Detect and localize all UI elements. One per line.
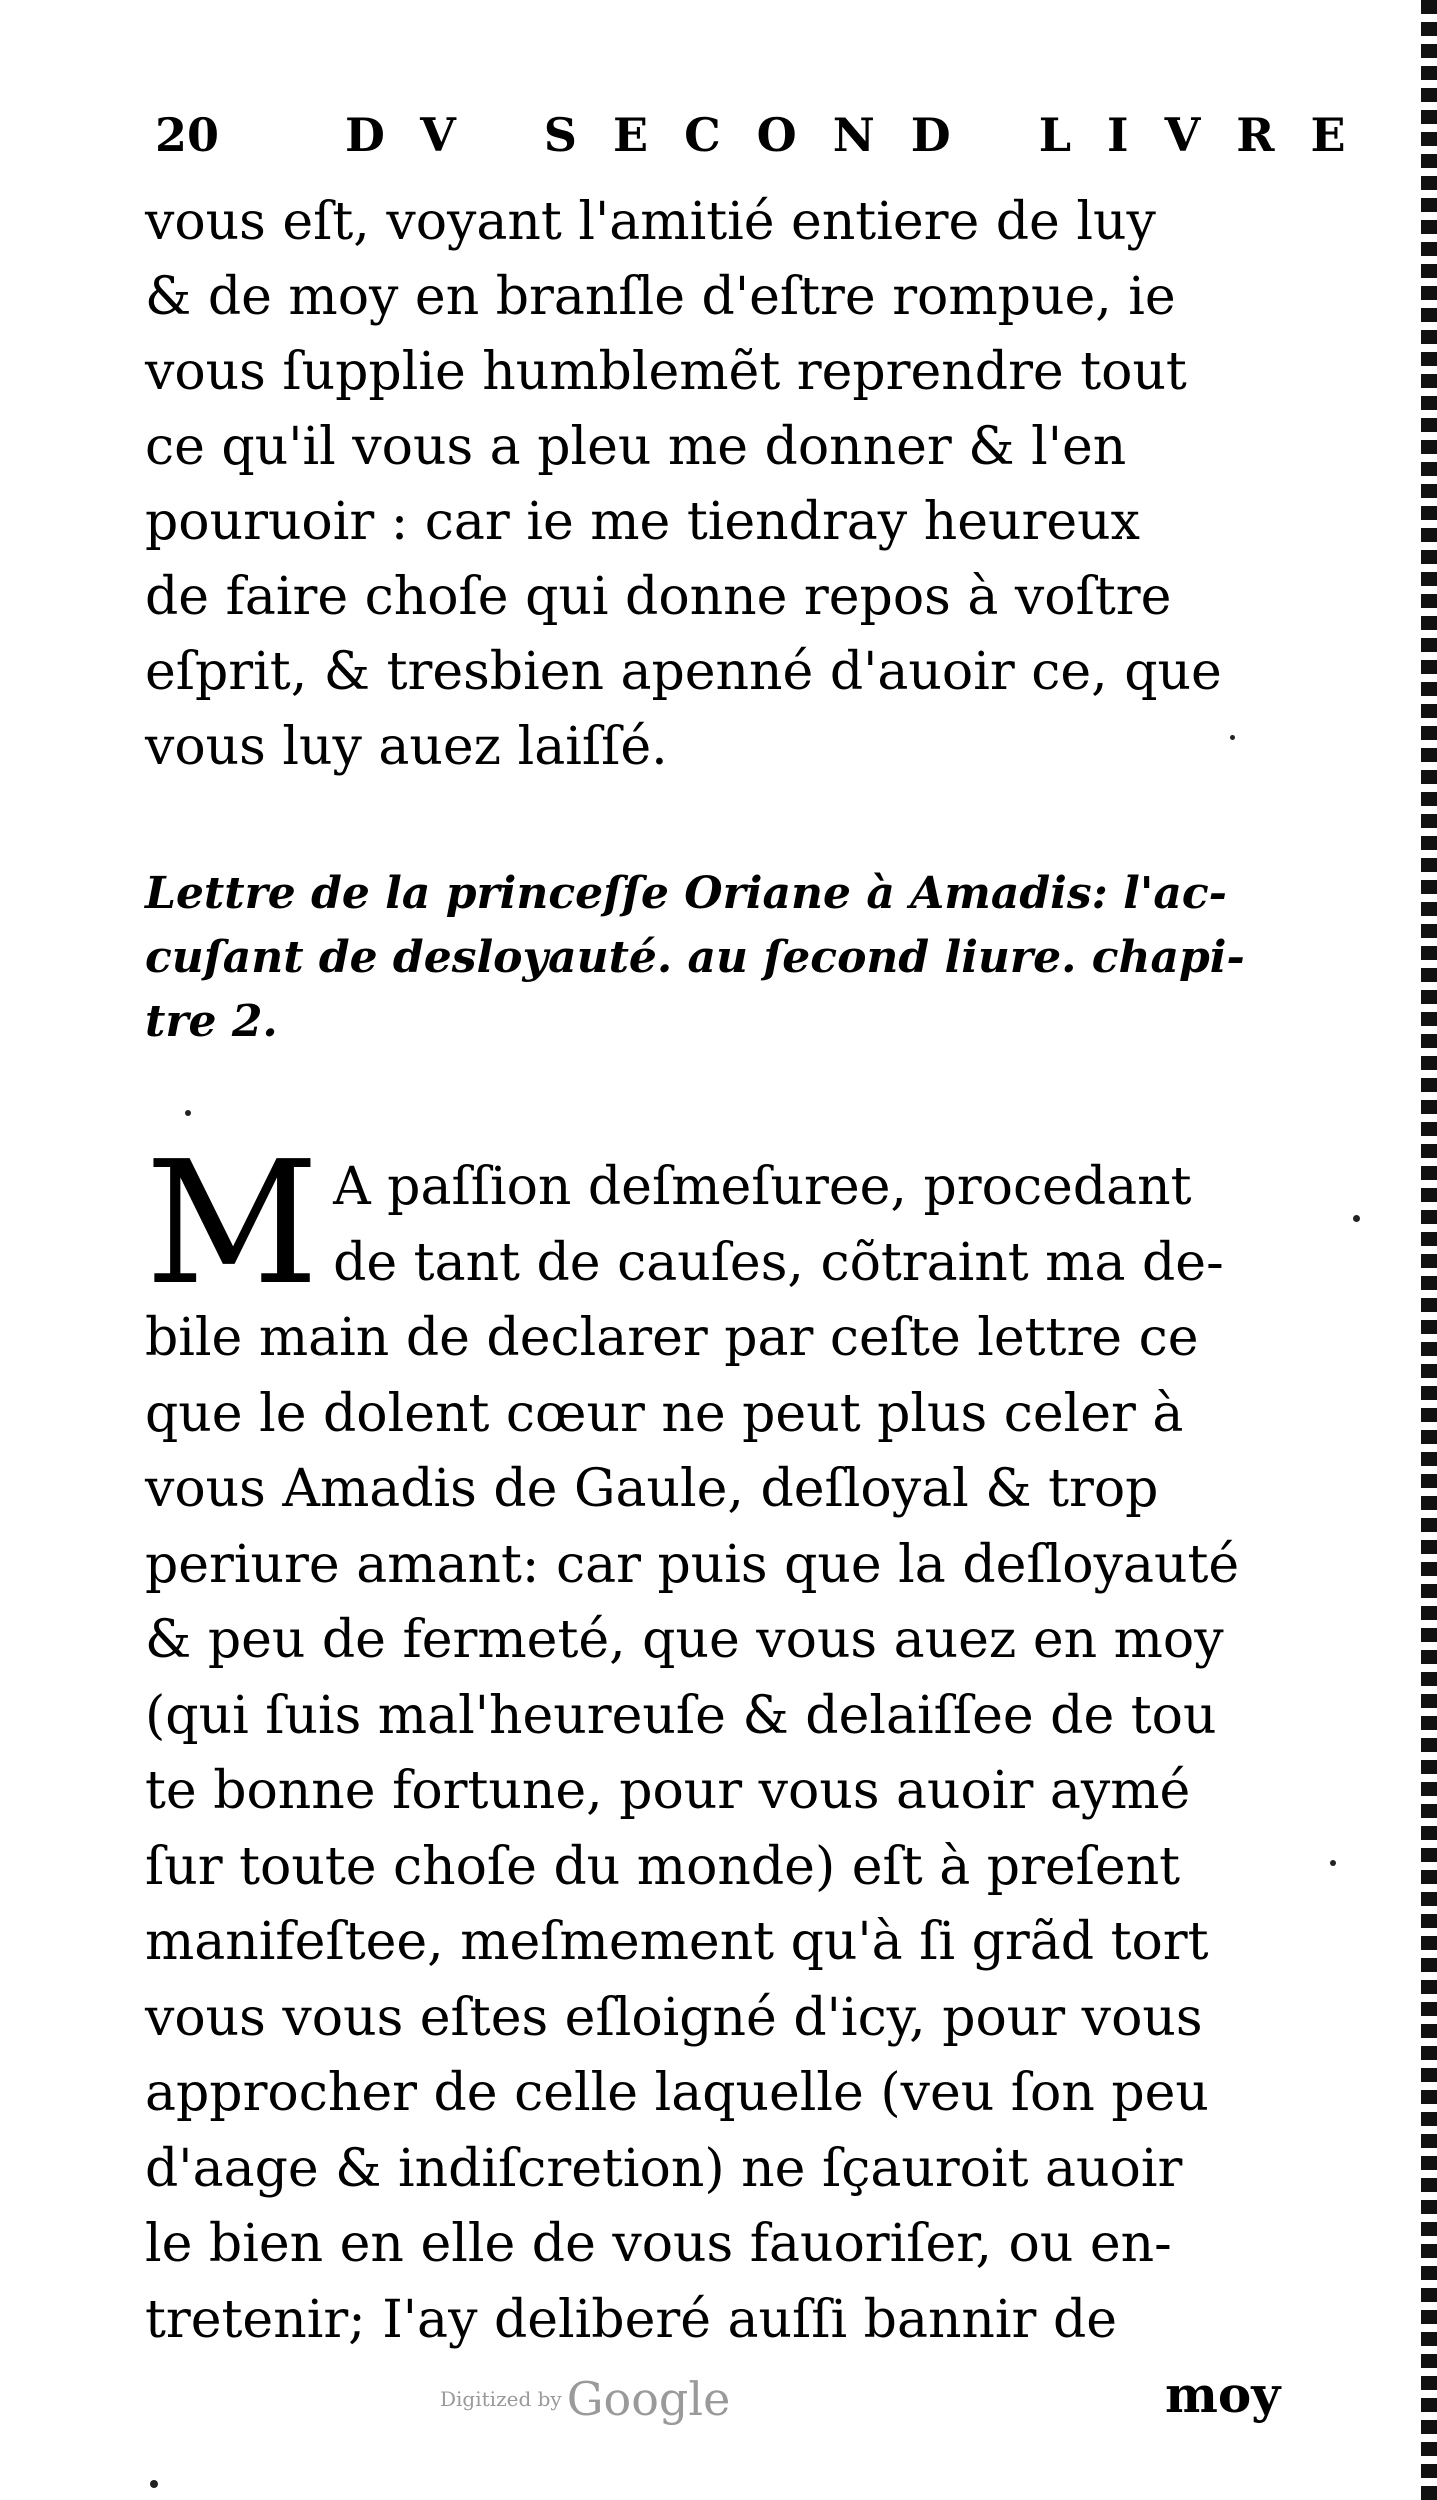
ink-speck <box>150 2480 158 2488</box>
google-logo: Google <box>566 2372 731 2426</box>
paragraph-1: vous eſt, voyant l'amitié entiere de luy & de moy en branſle d'eſtre rompue, ie vous ſupplie humblemẽt reprendre tout ce qu'il vous a pleu me donner & l'en pouruoir : car ie me tiendray heureux de faire choſe qui donne repos à voſtre eſprit, & tresbien apenné d'auoir ce, que vous luy auez laiſſé. <box>145 192 1222 777</box>
ink-speck <box>1353 1215 1360 1222</box>
ink-speck <box>1230 735 1235 740</box>
ink-speck <box>1330 1860 1336 1866</box>
running-title: DV SECOND LIVRE <box>345 108 1382 162</box>
digitization-watermark <box>440 2372 730 2426</box>
letter-body: A paſſion deſmeſuree, procedant de tant de cauſes, cõtraint ma de- bile main de declarer par ceſte lettre ce que le dolent cœur ne peut plus celer à vous Amadis de Gaule, deſloyal & trop periure amant: car puis que la deſloyauté & peu de fermeté, que vous auez en moy (qui ſuis mal'heureuſe & delaiſſee de tou te bonne fortune, pour vous auoir aymé ſur toute choſe du monde) eſt à preſent manifeſtee, meſmement qu'à ſi grãd tort vous vous eſtes eſloigné d'icy, pour vous approcher de celle laquelle (veu ſon peu d'aage & indiſcretion) ne ſçauroit auoir le bien en elle de vous fauoriſer, ou en- tretenir; I'ay deliberé auſſi bannir de <box>145 1157 1240 2350</box>
drop-cap: M <box>145 1125 320 1323</box>
catchword: moy <box>1165 2365 1281 2424</box>
page-number: 20 <box>155 108 220 162</box>
watermark-prefix: Digitized by <box>440 2387 562 2411</box>
letter-heading: Lettre de la princeſſe Oriane à Amadis: l'ac- cuſant de desloyauté. au ſecond liure. chapi- tre 2. <box>145 868 1245 1047</box>
page-header <box>155 108 1382 168</box>
ink-speck <box>185 1110 191 1116</box>
letter-section <box>145 1125 1325 2370</box>
page-binding-edge <box>1421 0 1437 2500</box>
